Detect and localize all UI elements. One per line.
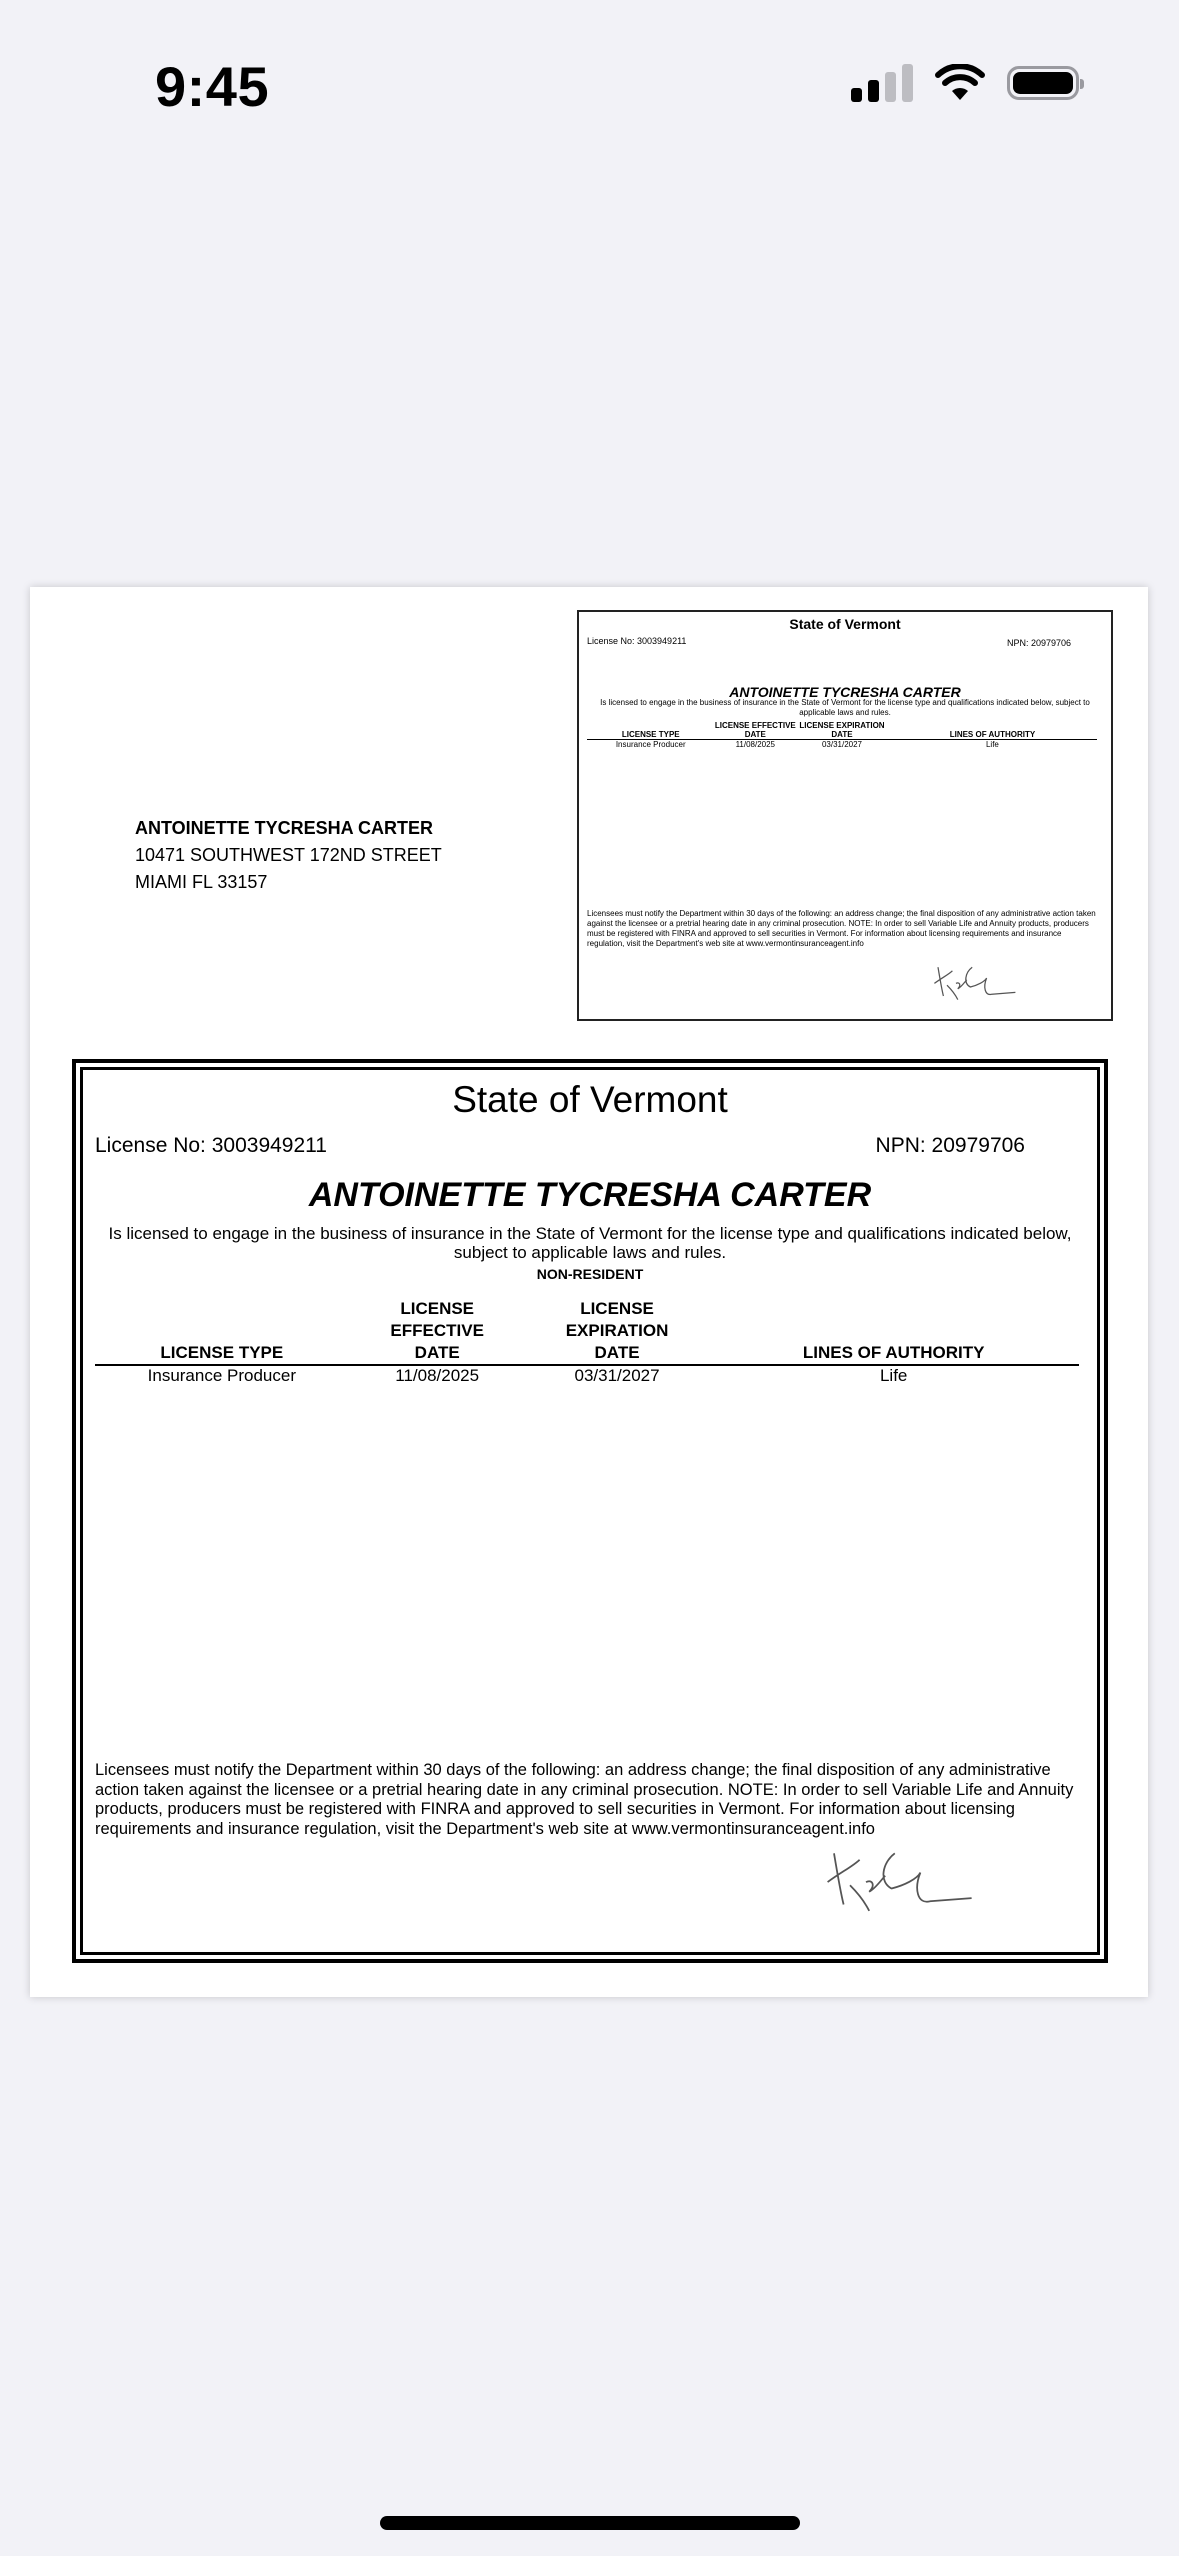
- mini-npn: NPN: 20979706: [1006, 638, 1071, 648]
- license-certificate: [72, 1059, 1108, 1963]
- wifi-icon: [935, 64, 985, 102]
- residency-status: NON-RESIDENT: [536, 1266, 644, 1282]
- mini-intro-text: Is licensed to engage in the business of insurance in the State of Vermont for the license type and qualifications indicated below, subject to applicable laws and rules.: [600, 698, 1090, 717]
- mini-license-number: License No: 3003949211: [587, 636, 687, 646]
- table-row: [95, 1365, 1079, 1386]
- mini-table-row: [587, 740, 1097, 750]
- address-name: ANTOINETTE TYCRESHA CARTER: [135, 818, 434, 838]
- holder-name: ANTOINETTE TYCRESHA CARTER: [308, 1176, 872, 1214]
- mini-state-title: State of Vermont: [789, 616, 901, 632]
- col-expiration-date: LICENSE EXPIRATION DATE: [565, 1299, 669, 1362]
- mini-col-expiration-date: LICENSE EXPIRATION DATE: [799, 721, 885, 739]
- cell-lines-of-authority: Life: [879, 1366, 908, 1385]
- mini-cell-expiration-date: 03/31/2027: [821, 740, 863, 749]
- footer-text: Licensees must notify the Department within 30 days of the following: an address change; the final disposition of any administrative action taken against the licensee or a pretrial hearing date in any criminal prosecution. NOTE: In order to sell Variable Life and Annuity products, producers must be registered with FINRA and approved to sell securities in Vermont. For information about licensing requirements and insurance regulation, visit the Department's web site at www.vermontinsuranceagent.info: [95, 1761, 1074, 1838]
- cell-expiration-date: 03/31/2027: [574, 1366, 660, 1385]
- mini-cell-lines-of-authority: Life: [985, 740, 999, 749]
- mini-signature-icon: [929, 960, 1019, 1005]
- mini-col-lines-of-authority: LINES OF AUTHORITY: [949, 730, 1036, 739]
- battery-icon: [1007, 66, 1079, 100]
- license-table: [95, 1298, 1079, 1386]
- state-title: State of Vermont: [452, 1079, 728, 1120]
- col-lines-of-authority: LINES OF AUTHORITY: [802, 1343, 985, 1362]
- mini-cell-license-type: Insurance Producer: [615, 740, 686, 749]
- wallet-certificate: [577, 610, 1113, 1021]
- mini-col-license-type: LICENSE TYPE: [621, 730, 680, 739]
- cellular-signal-icon: [851, 64, 913, 102]
- cell-license-type: Insurance Producer: [147, 1366, 297, 1385]
- col-effective-date: LICENSE EFFECTIVE DATE: [390, 1299, 484, 1362]
- license-number: License No: 3003949211: [95, 1134, 327, 1157]
- status-icons: [851, 64, 1079, 102]
- signature-icon: [818, 1838, 978, 1923]
- col-license-type: LICENSE TYPE: [160, 1343, 284, 1362]
- mini-license-table: [587, 721, 1097, 749]
- mini-cell-effective-date: 11/08/2025: [735, 740, 776, 749]
- intro-text: Is licensed to engage in the business of insurance in the State of Vermont for the license type and qualifications indicated below, subject to applicable laws and rules.: [108, 1224, 1072, 1262]
- address-street: 10471 SOUTHWEST 172ND STREET: [135, 845, 442, 865]
- npn-number: NPN: 20979706: [875, 1134, 1025, 1157]
- mailing-address: [135, 815, 442, 896]
- mini-holder-name: ANTOINETTE TYCRESHA CARTER: [729, 684, 961, 700]
- cell-effective-date: 11/08/2025: [395, 1366, 480, 1385]
- status-time: 9:45: [155, 55, 270, 118]
- home-indicator[interactable]: [380, 2516, 800, 2530]
- address-city: MIAMI FL 33157: [135, 872, 268, 892]
- mini-col-effective-date: LICENSE EFFECTIVE DATE: [714, 721, 796, 739]
- mini-footer-text: Licensees must notify the Department within 30 days of the following: an address change; the final disposition of any administrative action taken against the licensee or a pretrial hearing date in any criminal prosecution. NOTE: In order to sell Variable Life and Annuity products, producers must be registered with FINRA and approved to sell securities in Vermont. For information about licensing requirements and insurance regulation, visit the Department's web site at www.vermontinsuranceagent.info: [587, 909, 1096, 948]
- document-page: [30, 587, 1148, 1997]
